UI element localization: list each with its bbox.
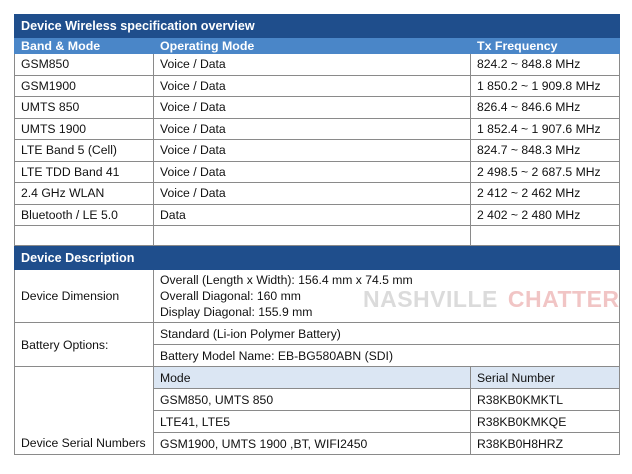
serial-mode-cell: LTE41, LTE5 [154,411,471,433]
dimension-line: Overall Diagonal: 160 mm [160,289,301,303]
operating-mode-cell: Voice / Data [154,161,471,183]
column-header-mode: Mode [154,367,471,389]
device-dimension-row [15,270,620,323]
spec-sheet [14,14,619,455]
serial-mode-cell: GSM1900, UMTS 1900 ,BT, WIFI2450 [154,433,471,455]
table-row [15,97,620,119]
wireless-spec-table [14,14,620,246]
battery-standard-cell: Standard (Li-ion Polymer Battery) [154,323,620,345]
band-mode-cell: LTE TDD Band 41 [15,161,154,183]
device-description-title: Device Description [15,247,620,270]
column-header-serial-number: Serial Number [471,367,620,389]
operating-mode-cell: Voice / Data [154,118,471,140]
serial-header-row [15,367,620,389]
serial-number-cell: R38KB0H8HRZ [471,433,620,455]
operating-mode-cell: Voice / Data [154,54,471,76]
table-row [15,140,620,162]
device-description-table [14,246,620,455]
operating-mode-cell: Voice / Data [154,97,471,119]
table-row [15,183,620,205]
tx-frequency-cell: 2 412 ~ 2 462 MHz [471,183,620,205]
operating-mode-cell: Voice / Data [154,140,471,162]
column-header-operating-mode: Operating Mode [154,38,471,54]
column-header-band-mode: Band & Mode [15,38,154,54]
tx-frequency-cell: 824.7 ~ 848.3 MHz [471,140,620,162]
serial-number-cell: R38KB0KMKQE [471,411,620,433]
tx-frequency-cell: 2 498.5 ~ 2 687.5 MHz [471,161,620,183]
table-row [15,204,620,226]
watermark-word: CHATTER [507,286,620,312]
column-header-tx-frequency: Tx Frequency [471,38,620,54]
tx-frequency-cell: 2 402 ~ 2 480 MHz [471,204,620,226]
dimension-line: Display Diagonal: 155.9 mm [160,305,313,319]
band-mode-cell: UMTS 1900 [15,118,154,140]
empty-row [15,226,620,246]
band-mode-cell: 2.4 GHz WLAN [15,183,154,205]
table-row [15,75,620,97]
device-serial-numbers-label: Device Serial Numbers [15,367,154,455]
band-mode-cell: GSM850 [15,54,154,76]
wireless-spec-title: Device Wireless specification overview [15,15,620,38]
device-dimension-values [154,270,620,323]
band-mode-cell: LTE Band 5 (Cell) [15,140,154,162]
serial-number-cell: R38KB0KMKTL [471,389,620,411]
battery-model-cell: Battery Model Name: EB-BG580ABN (SDI) [154,345,620,367]
band-mode-cell: UMTS 850 [15,97,154,119]
battery-options-label: Battery Options: [15,323,154,367]
serial-mode-cell: GSM850, UMTS 850 [154,389,471,411]
tx-frequency-cell: 826.4 ~ 846.6 MHz [471,97,620,119]
band-mode-cell: Bluetooth / LE 5.0 [15,204,154,226]
band-mode-cell: GSM1900 [15,75,154,97]
tx-frequency-cell: 1 850.2 ~ 1 909.8 MHz [471,75,620,97]
dimension-line: Overall (Length x Width): 156.4 mm x 74.5 mm [160,273,413,287]
battery-row [15,323,620,345]
tx-frequency-cell: 1 852.4 ~ 1 907.6 MHz [471,118,620,140]
table-row [15,118,620,140]
table-row [15,161,620,183]
tx-frequency-cell: 824.2 ~ 848.8 MHz [471,54,620,76]
operating-mode-cell: Voice / Data [154,75,471,97]
watermark-word: NASHVILLE [363,286,498,312]
operating-mode-cell: Data [154,204,471,226]
operating-mode-cell: Voice / Data [154,183,471,205]
table-row [15,54,620,76]
device-dimension-label: Device Dimension [15,270,154,323]
wireless-spec-header-row [15,38,620,54]
